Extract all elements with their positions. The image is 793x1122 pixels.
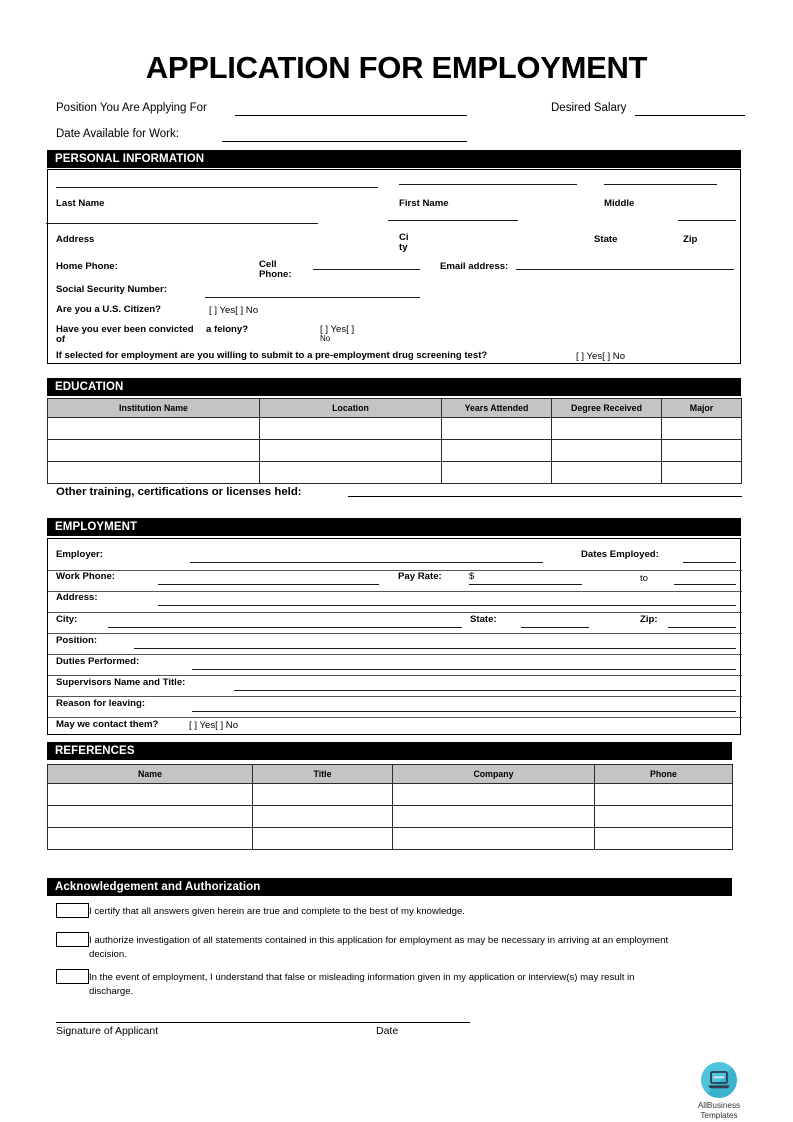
employment-row-divider — [48, 591, 742, 592]
employment-position-label: Position: — [56, 635, 98, 646]
employment-city-input[interactable] — [108, 627, 462, 628]
table-row — [48, 806, 733, 828]
cell-phone-label: Cell — [259, 259, 277, 270]
education-cell[interactable] — [662, 440, 742, 462]
drug-screening-label: If selected for employment are you willing to submit to a pre-employment drug screening test? — [56, 350, 488, 361]
zip-label: Zip — [683, 234, 698, 245]
references-cell[interactable] — [48, 828, 253, 850]
middle-name-input[interactable] — [604, 184, 717, 185]
education-cell[interactable] — [260, 462, 442, 484]
references-cell[interactable] — [48, 806, 253, 828]
references-cell[interactable] — [393, 806, 595, 828]
section-header-personal-information: PERSONAL INFORMATION — [47, 150, 741, 168]
education-cell[interactable] — [662, 418, 742, 440]
education-cell[interactable] — [442, 440, 552, 462]
email-address-input[interactable] — [516, 269, 734, 270]
other-training-input[interactable] — [348, 496, 742, 497]
employment-address-label: Address: — [56, 592, 98, 603]
education-col-major: Major — [662, 399, 742, 418]
last-name-label: Last Name — [56, 198, 105, 209]
acknowledgement-checkbox[interactable] — [56, 969, 89, 984]
education-cell[interactable] — [552, 462, 662, 484]
logo-circle-icon — [701, 1062, 737, 1098]
email-address-label: Email address: — [440, 261, 509, 272]
employment-city-label: City: — [56, 614, 78, 625]
education-cell[interactable] — [260, 440, 442, 462]
first-name-label: First Name — [399, 198, 449, 209]
education-col-institution: Institution Name — [48, 399, 260, 418]
employment-box — [47, 538, 741, 735]
us-citizen-yes-no[interactable]: [ ] Yes[ ] No — [209, 305, 259, 316]
pay-rate-to-label: to — [640, 573, 649, 584]
table-row — [48, 784, 733, 806]
references-cell[interactable] — [48, 784, 253, 806]
references-cell[interactable] — [393, 828, 595, 850]
education-cell[interactable] — [662, 462, 742, 484]
home-phone-label: Home Phone: — [56, 261, 118, 272]
last-name-input[interactable] — [56, 187, 378, 188]
felony-yes-no[interactable]: [ ] Yes[ ] — [320, 324, 355, 335]
personal-information-box — [47, 169, 741, 364]
position-applying-for-input[interactable] — [235, 115, 467, 116]
employer-input[interactable] — [190, 562, 543, 563]
city-input[interactable] — [388, 220, 518, 221]
cell-phone-input[interactable] — [313, 269, 420, 270]
acknowledgement-statement-text: I authorize investigation of all statements contained in this application for employment as may be necessary in arriving at an employment decision. — [89, 935, 669, 960]
table-row — [48, 440, 742, 462]
references-cell[interactable] — [595, 828, 733, 850]
references-cell[interactable] — [253, 806, 393, 828]
references-cell[interactable] — [393, 784, 595, 806]
employment-address-input[interactable] — [158, 605, 736, 606]
dates-employed-input[interactable] — [683, 562, 736, 563]
logo-text-line2: Templates — [700, 1110, 738, 1120]
employment-row-divider — [48, 717, 742, 718]
table-row — [48, 828, 733, 850]
section-header-references: REFERENCES — [47, 742, 732, 760]
cell-phone-label-clipped: Phone: — [259, 269, 292, 280]
pay-rate-currency: $ — [469, 571, 475, 582]
ssn-label: Social Security Number: — [56, 284, 167, 295]
references-table — [47, 764, 733, 850]
references-table-header-row — [48, 765, 733, 784]
acknowledgement-checkbox[interactable] — [56, 932, 89, 947]
page-title: APPLICATION FOR EMPLOYMENT — [145, 50, 648, 85]
employer-label: Employer: — [56, 549, 103, 560]
references-col-name: Name — [48, 765, 253, 784]
acknowledgement-statement-text: In the event of employment, I understand that false or misleading information given in my application or interview(s) may result in discharge. — [89, 972, 635, 997]
employment-row-divider — [48, 696, 742, 697]
acknowledgement-statement-text: I certify that all answers given herein are true and complete to the best of my knowledge. — [89, 906, 465, 917]
signature-of-applicant-label: Signature of Applicant — [56, 1025, 159, 1037]
acknowledgement-checkbox[interactable] — [56, 903, 89, 918]
pay-rate-input[interactable] — [469, 584, 582, 585]
date-available-input[interactable] — [222, 141, 467, 142]
felony-label-continued: a felony? — [206, 324, 249, 335]
section-header-acknowledgement: Acknowledgement and Authorization — [47, 878, 732, 896]
education-col-years: Years Attended — [442, 399, 552, 418]
education-table-header-row — [48, 399, 742, 418]
work-phone-input[interactable] — [158, 584, 379, 585]
allbusiness-templates-logo — [686, 1062, 752, 1120]
date-available-label: Date Available for Work: — [56, 128, 179, 140]
references-col-title: Title — [253, 765, 393, 784]
city-label: Ci — [399, 232, 409, 243]
references-col-phone: Phone — [595, 765, 733, 784]
references-cell[interactable] — [253, 784, 393, 806]
employment-state-input[interactable] — [521, 627, 589, 628]
middle-name-label: Middle — [604, 198, 635, 209]
work-phone-label: Work Phone: — [56, 571, 115, 582]
education-cell[interactable] — [48, 440, 260, 462]
duties-performed-input[interactable] — [192, 669, 736, 670]
education-cell[interactable] — [552, 418, 662, 440]
city-label-overflow: ty — [399, 242, 408, 253]
state-label: State — [594, 234, 618, 245]
other-training-label: Other training, certifications or licenses held: — [56, 486, 302, 498]
first-name-input[interactable] — [399, 184, 577, 185]
signature-date-label: Date — [376, 1025, 399, 1037]
employment-row-divider — [48, 570, 742, 571]
reason-for-leaving-label: Reason for leaving: — [56, 698, 146, 709]
employment-position-input[interactable] — [134, 648, 736, 649]
education-cell[interactable] — [48, 418, 260, 440]
felony-label: Have you ever been convicted — [56, 324, 194, 335]
drug-screening-yes-no[interactable]: [ ] Yes[ ] No — [576, 351, 626, 362]
supervisor-name-title-label: Supervisors Name and Title: — [56, 677, 186, 688]
references-cell[interactable] — [595, 784, 733, 806]
position-applying-for-label: Position You Are Applying For — [56, 102, 207, 114]
may-contact-yes-no[interactable]: [ ] Yes[ ] No — [189, 720, 239, 731]
education-col-location: Location — [260, 399, 442, 418]
table-row — [48, 462, 742, 484]
duties-performed-label: Duties Performed: — [56, 656, 140, 667]
employment-zip-label: Zip: — [640, 614, 658, 625]
laptop-icon — [701, 1062, 737, 1098]
education-table — [47, 398, 742, 484]
education-cell[interactable] — [442, 418, 552, 440]
section-header-education: EDUCATION — [47, 378, 741, 396]
references-cell[interactable] — [253, 828, 393, 850]
ssn-input[interactable] — [205, 297, 420, 298]
education-cell[interactable] — [48, 462, 260, 484]
signature-line[interactable] — [56, 1022, 470, 1023]
desired-salary-label: Desired Salary — [551, 102, 627, 114]
education-col-degree: Degree Received — [552, 399, 662, 418]
may-contact-label: May we contact them? — [56, 719, 159, 730]
employment-row-divider — [48, 675, 742, 676]
logo-text-line1: AllBusiness — [697, 1101, 741, 1110]
employment-row-divider — [48, 654, 742, 655]
employment-row-divider — [48, 633, 742, 634]
references-col-company: Company — [393, 765, 595, 784]
address-label: Address — [56, 234, 95, 245]
reason-for-leaving-input[interactable] — [192, 711, 736, 712]
education-cell[interactable] — [260, 418, 442, 440]
felony-label-overflow: of — [56, 334, 66, 345]
employment-zip-input[interactable] — [668, 627, 736, 628]
references-cell[interactable] — [595, 806, 733, 828]
employment-state-label: State: — [470, 614, 497, 625]
logo-text — [686, 1101, 752, 1120]
felony-no-overflow[interactable]: No — [320, 334, 331, 343]
zip-input[interactable] — [678, 220, 736, 221]
us-citizen-label: Are you a U.S. Citizen? — [56, 304, 162, 315]
pay-rate-to-input[interactable] — [674, 584, 736, 585]
dates-employed-label: Dates Employed: — [581, 549, 659, 560]
supervisor-name-title-input[interactable] — [234, 690, 736, 691]
pay-rate-label: Pay Rate: — [398, 571, 442, 582]
employment-row-divider — [48, 612, 742, 613]
desired-salary-input[interactable] — [635, 115, 745, 116]
section-header-employment: EMPLOYMENT — [47, 518, 741, 536]
address-input[interactable] — [46, 223, 318, 224]
table-row — [48, 418, 742, 440]
education-cell[interactable] — [552, 440, 662, 462]
education-cell[interactable] — [442, 462, 552, 484]
